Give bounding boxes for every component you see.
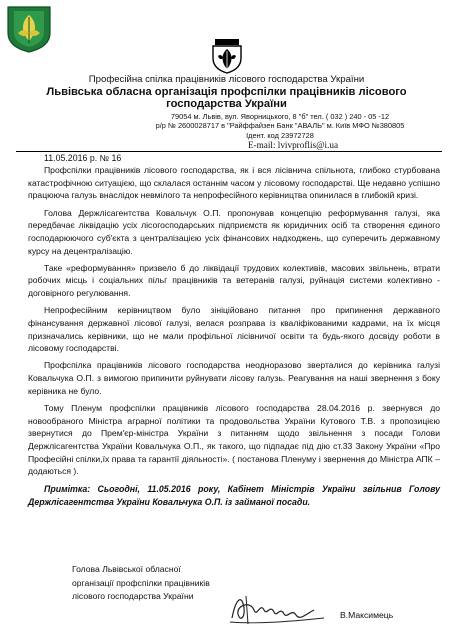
union-emblem-icon — [4, 3, 54, 53]
email-address: E-mail: lvivproflis@i.ua — [247, 140, 339, 150]
organization-name-line2: господарства України — [166, 98, 287, 111]
letter-paragraph: Профспілка працівників лісового господарства неодноразово зверталися до керівника галузі Ковальчука О.П. з вимогою припинити руйнувати лісову галузь. Реагування на наші звернення з боку керівника не було. — [28, 360, 440, 396]
letter-date-number: 11.05.2016 р. № 16 — [44, 153, 122, 163]
letter-note: Примітка: Сьогодні, 11.05.2016 року, Кабінет Міністрів України звільнив Голову Держлісагентства України Ковальчука О.П. із займаної посади. — [28, 483, 440, 507]
signatory-title-line3: лісового господарства України — [72, 591, 194, 602]
organization-name-line1: Львівська обласна організація профспілки працівників лісового — [46, 86, 407, 98]
header-divider — [16, 151, 442, 152]
organization-address — [100, 112, 453, 140]
letter-paragraph: Таке «реформування» призвело б до ліквідації трудових колективів, масових звільнень, втрати робочих місць і соціальних пільг працівників та ветеранів галузі, руйнація системи колективно - договірного регулювання. — [28, 262, 440, 299]
signatory-name: В.Максимець — [340, 610, 394, 620]
signatory-title-line2: організації профспілки працівників — [72, 577, 210, 588]
signatory-title-line1: Голова Львівської обласної — [72, 564, 181, 574]
identification-code-line: Ідент. код 23972728 — [246, 130, 314, 140]
bank-details-line: р/р № 2600028717 в "Райффайзен Банк "АВАЛЬ" м. Київ МФО №380805 — [155, 121, 405, 131]
organization-name — [0, 86, 453, 110]
letter-paragraph: Голова Держлісагентства Ковальчук О.П. пропонував концепцію реформування галузі, яка передбачає ліквідацію усіх лісогосподарських підприємств як юридичних осіб та створення єдиного господарюючого суб'єкта з централізацією усіх фінансових надходжень, що суперечить державному курсу на децентралізацію. — [28, 207, 440, 256]
handwritten-signature-icon — [226, 588, 330, 628]
letter-paragraph: Тому Пленум профспілки працівників лісового господарства 28.04.2016 р. звернувся до новообраного Міністра аграрної політики та продовольства України Кутового Т.В. з пропозицією звернутися до Прем'єр-міністра України з питанням щодо звільнення з посади Голови Держлісагентства України Ковальчука О.П., як такого, що підпадає під дію ст.33 Закону України «Про Професійні спілки,їх права та гарантії діяльності». ( постанова Пленуму і звернення до Міністра АПК – додаються ). — [28, 402, 440, 477]
letter-paragraph: Профспілки працівників лісового господарства, як і вся лісівнича спільнота, глибоко стурбована катастрофічною ситуацією, що склалася останнім часом у лісовому господарстві. Ще недавно успішно працююча галузь внаслідок невмілого та непрофесійного керівництва опинилася в глибокій кризі. — [28, 165, 440, 201]
address-line: 79054 м. Львів, вул. Яворницького, 8 "б" тел. ( 032 ) 240 - 05 -12 — [170, 112, 390, 121]
letter-paragraph: Непрофесійним керівництвом було зініційовано питання про припинення державного фінансування державної лісової галузі, велася розправа із кваліфікованими кадрами, на їх місця призначались керівники, що не мали профільної лісівничої освіти та будь-якого досвіду роботи в лісовому господарстві. — [28, 305, 440, 354]
union-name: Професійна спілка працівників лісового господарства України — [88, 74, 365, 85]
signatory-title — [72, 563, 210, 604]
letter-body — [28, 164, 440, 514]
union-logo-icon — [209, 36, 245, 74]
